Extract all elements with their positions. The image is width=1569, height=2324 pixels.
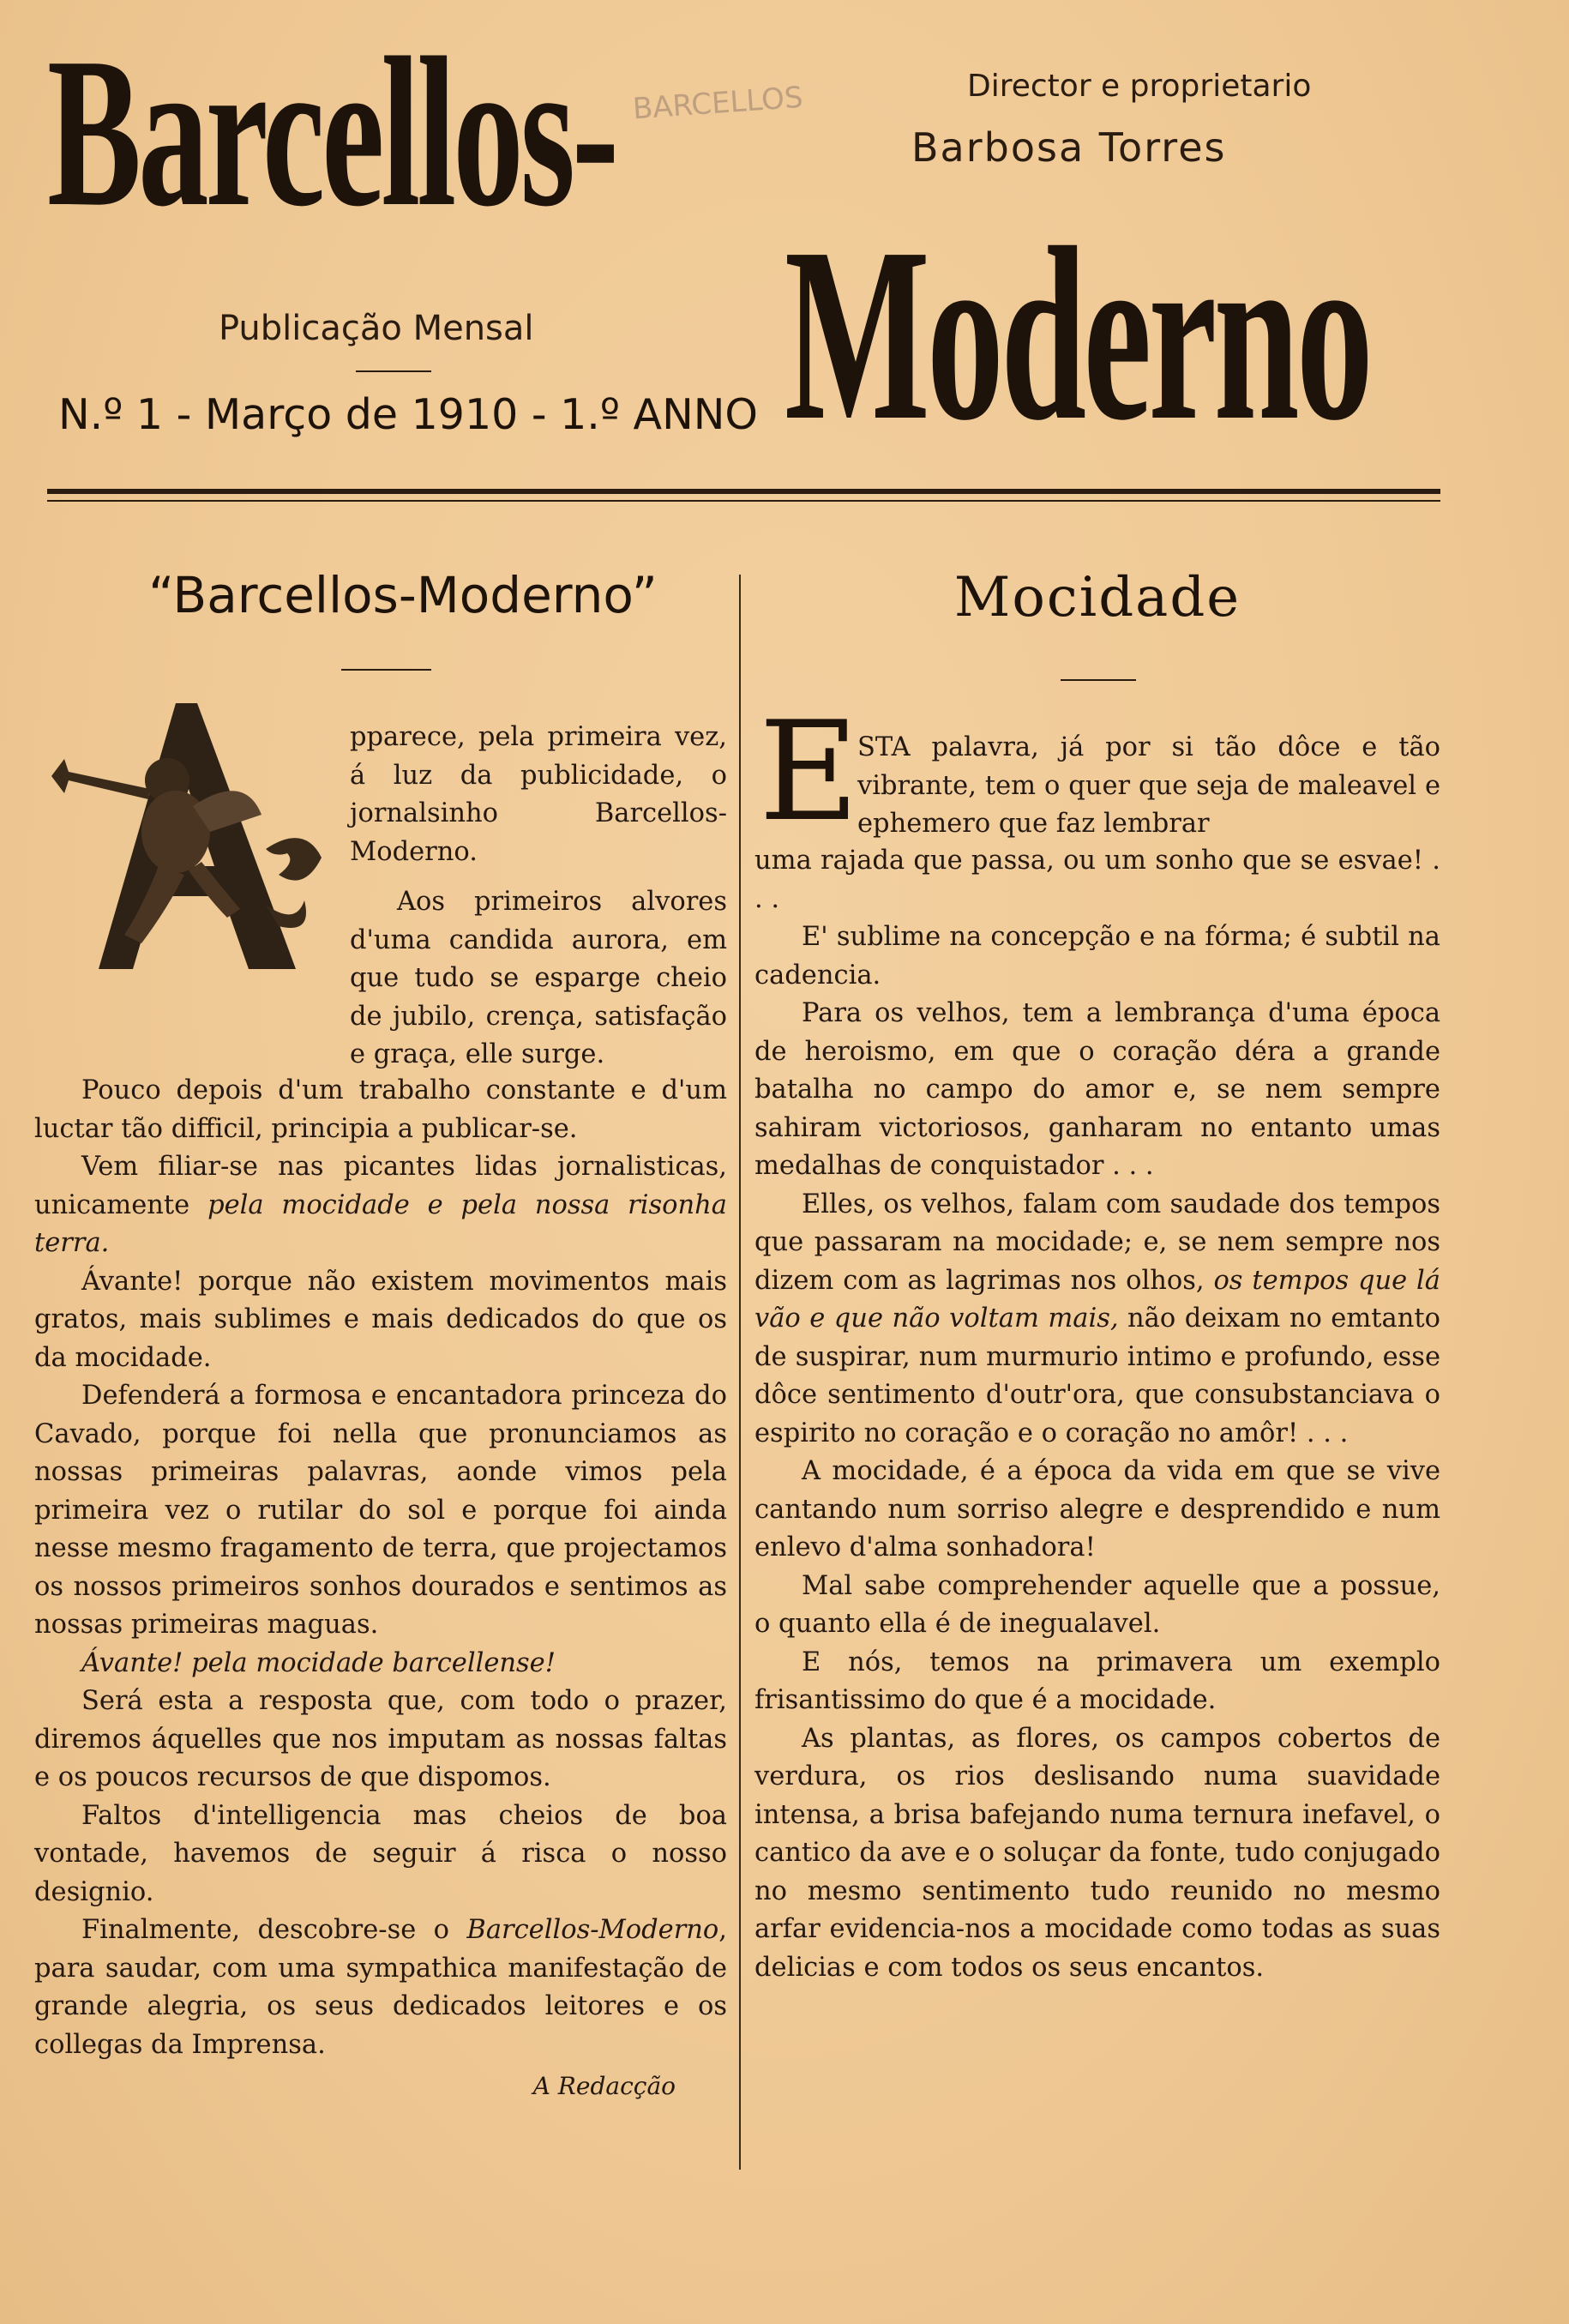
director-label: Director e proprietario: [967, 69, 1312, 104]
left-p10-text: Finalmente, descobre-se o: [81, 1915, 467, 1945]
masthead-rule-thick: [47, 489, 1440, 494]
left-article-intro: [350, 719, 727, 871]
left-p4-italic: pela mocidade e pela nossa risonha terra.: [34, 1189, 727, 1258]
left-title-rule: [341, 669, 431, 671]
right-p7: E nós, temos na primavera um exemplo frisantissimo do que é a mocidade.: [754, 1647, 1440, 1715]
right-p4-italic: os tempos que lá vão e que não voltam mais,: [754, 1265, 1440, 1334]
masthead-title-moderno: Moderno: [784, 196, 1371, 472]
left-p10: [34, 1912, 727, 2064]
library-stamp: BARCELLOS: [631, 80, 804, 127]
left-p8: Será esta a resposta que, com todo o prazer, diremos áquelles que nos imputam as nossas faltas e os poucos recursos de que dispomos.: [34, 1686, 727, 1792]
right-p2: E' sublime na concepção e na fórma; é subtil na cadencia.: [754, 922, 1440, 990]
right-p4-text: Elles, os velhos, falam com saudade dos tempos que passaram na mocidade; e, se nem sempre nos dizem com as lagrimas nos olhos,: [754, 1189, 1440, 1296]
right-p6: Mal sabe comprehender aquelle que a possue, o quanto ella é de inegualavel.: [754, 1570, 1440, 1639]
right-article-title: Mocidade: [953, 566, 1241, 629]
cherub-trumpet-letter-a-icon: [47, 695, 343, 978]
column-divider: [739, 575, 741, 2170]
right-p1-first: STA palavra, já por si tão dôce e tão vibrante, tem o quer que seja de maleavel e ephemero que faz lembrar: [857, 732, 1440, 839]
right-p1-rest: uma rajada que passa, ou um sonho que se esvae! . . .: [754, 846, 1440, 914]
masthead-rule-thin: [47, 500, 1440, 502]
right-p3: Para os velhos, tem a lembrança d'uma época de heroismo, em que o coração déra a grande batalha no campo do amor e, se nem sempre sahiram victoriosos, ganharam no entanto umas medalhas de conquistador . . .: [754, 998, 1440, 1181]
right-p8: As plantas, as flores, os campos cobertos de verdura, os rios deslisando numa suavidade intensa, a brisa bafejando numa ternura inefavel, o cantico da ave e o soluçar da fonte, tudo conjugado no mesmo sentimento tudo reunido no mesmo arfar evidencia-nos a mocidade como todas as suas delicias e com todos os seus encantos.: [754, 1723, 1440, 1983]
right-title-rule: [1061, 679, 1136, 681]
left-p4: [34, 1148, 727, 1263]
left-p9: Faltos d'intelligencia mas cheios de boa vontade, havemos de seguir á risca o nosso designio.: [34, 1800, 727, 1907]
left-p7: Ávante! pela mocidade barcellense!: [81, 1647, 556, 1678]
left-p6: Defenderá a formosa e encantadora princeza do Cavado, porque foi nella que pronunciamos as nossas primeiras palavras, aonde vimos pela primeira vez o rutilar do sol e porque foi ainda nesse mesmo fragamento de terra, que projectamos os nossos primeiros sonhos dourados e sentimos as nossas primeiras maguas.: [34, 1381, 727, 1640]
left-p10-italic: Barcellos-Moderno: [466, 1915, 719, 1945]
masthead-title-barcellos: Barcellos-: [47, 14, 616, 251]
publication-type: Publicação Mensal: [219, 309, 534, 348]
left-p1: pparece, pela primeira vez, á luz da publicidade, o jornalsinho Barcellos-Moderno.: [350, 722, 727, 867]
right-article-body: [754, 842, 1440, 1987]
left-article-body-main: [34, 1072, 727, 2106]
left-p10-rest: , para saudar, com uma sympathica manifestação de grande alegria, os seus dedicados leitores e os collegas da Imprensa.: [34, 1915, 727, 2060]
left-article-body: [350, 883, 727, 1075]
director-name: Barbosa Torres: [911, 124, 1227, 171]
left-article-title: “Barcellos-Moderno”: [148, 566, 658, 624]
right-p4-rest: não deixam no emtanto de suspirar, num murmurio intimo e profundo, esse dôce sentimento d'outr'ora, que consubstanciava o espirito no coração e o coração no amôr! . . .: [754, 1303, 1440, 1448]
left-p3: Pouco depois d'um trabalho constante e d'um luctar tão difficil, principia a publicar-se.: [34, 1075, 727, 1144]
right-p4: [754, 1186, 1440, 1454]
left-p4-text: Vem filiar-se nas picantes lidas jornalisticas, unicamente: [34, 1152, 727, 1220]
signature: A Redacção: [532, 2072, 676, 2100]
publication-rule: [356, 370, 431, 372]
left-p5: Ávante! porque não existem movimentos mais gratos, mais sublimes e mais dedicados do que os da mocidade.: [34, 1266, 727, 1373]
right-article-intro: [857, 729, 1440, 844]
dropcap-e: E: [759, 691, 859, 852]
right-p5: A mocidade, é a época da vida em que se vive cantando num sorriso alegre e desprendido e num enlevo d'alma sonhadora!: [754, 1456, 1440, 1562]
issue-line: N.º 1 - Março de 1910 - 1.º ANNO: [58, 390, 758, 439]
left-p2: Aos primeiros alvores d'uma candida aurora, em que tudo se esparge cheio de jubilo, crença, satisfação e graça, elle surge.: [350, 887, 727, 1069]
